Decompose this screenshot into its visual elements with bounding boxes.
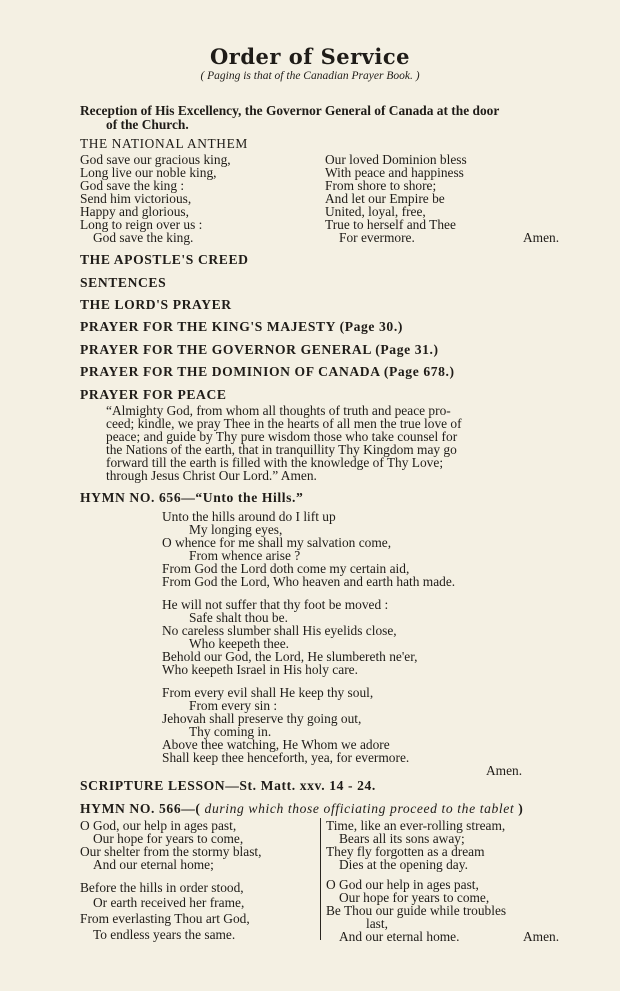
anthem-right-line: From shore to shore; xyxy=(325,178,437,193)
peace-prayer-line: the Nations of the earth, that in tranquillity Thy Kingdom may go xyxy=(106,442,457,457)
hymn656-line: Jehovah shall preserve thy going out, xyxy=(162,711,362,726)
anthem-left-line: God save our gracious king, xyxy=(80,152,231,167)
reception-line-1: Reception of His Excellency, the Governor General of Canada at the door xyxy=(80,103,500,118)
page-title: Order of Service xyxy=(209,44,411,69)
hymn566-right-line: O God our help in ages past, xyxy=(326,877,479,892)
hymn656-line: From God the Lord doth come my certain aid, xyxy=(162,561,410,576)
heading-prayer-governor: PRAYER FOR THE GOVERNOR GENERAL (Page 31.) xyxy=(80,342,439,357)
hymn566-heading-note: during which those officiating proceed to the tablet xyxy=(204,801,515,816)
hymn566-right-line: They fly forgotten as a dream xyxy=(326,844,485,859)
hymn566-left-line: From everlasting Thou art God, xyxy=(80,911,250,926)
hymn656-line: Shall keep thee henceforth, yea, for evermore. xyxy=(162,750,410,765)
heading-sentences: SENTENCES xyxy=(80,275,167,290)
heading-hymn-656: HYMN NO. 656—“Unto the Hills.” xyxy=(80,490,304,505)
hymn566-left-line: To endless years the same. xyxy=(93,927,236,942)
hymn656-line: Thy coming in. xyxy=(189,724,272,739)
hymn656-line: Behold our God, the Lord, He slumbereth ne'er, xyxy=(162,649,418,664)
page-subtitle: ( Paging is that of the Canadian Prayer Book. ) xyxy=(200,70,420,82)
hymn656-line: O whence for me shall my salvation come, xyxy=(162,535,392,550)
hymn566-right-line: last, xyxy=(366,916,388,931)
hymn656-line: Above thee watching, He Whom we adore xyxy=(162,737,390,752)
hymn656-line: From every evil shall He keep thy soul, xyxy=(162,685,374,700)
hymn566-left-line: Or earth received her frame, xyxy=(93,895,245,910)
anthem-heading: THE NATIONAL ANTHEM xyxy=(80,136,248,151)
reception-line-2: of the Church. xyxy=(106,117,189,132)
column-divider xyxy=(320,818,321,940)
peace-prayer-line: ceed; kindle, we pray Thee in the hearts of all men the true love of xyxy=(106,416,462,431)
anthem-left-line: God save the king. xyxy=(93,230,194,245)
anthem-amen: Amen. xyxy=(523,230,560,245)
hymn566-left-line: Before the hills in order stood, xyxy=(80,880,244,895)
anthem-right-line: Our loved Dominion bless xyxy=(325,152,467,167)
heading-hymn-566 xyxy=(80,801,523,817)
anthem-right-line: With peace and happiness xyxy=(325,165,464,180)
peace-prayer-line: through Jesus Christ Our Lord.” Amen. xyxy=(106,468,317,483)
hymn566-left-line: Our hope for years to come, xyxy=(93,831,244,846)
hymn566-right-line: Be Thou our guide while troubles xyxy=(326,903,507,918)
hymn566-right-line: Our hope for years to come, xyxy=(339,890,490,905)
anthem-right-line: True to herself and Thee xyxy=(325,217,456,232)
hymn656-line: He will not suffer that thy foot be moved : xyxy=(162,597,389,612)
anthem-right-line: For evermore. xyxy=(339,230,415,245)
hymn566-heading-close: ) xyxy=(518,801,524,816)
hymn566-right-line: Bears all its sons away; xyxy=(339,831,465,846)
peace-prayer-line: “Almighty God, from whom all thoughts of truth and peace pro- xyxy=(106,403,451,418)
hymn566-right-line: Dies at the opening day. xyxy=(339,857,468,872)
anthem-left-line: Send him victorious, xyxy=(80,191,192,206)
hymn566-left-line: And our eternal home; xyxy=(93,857,214,872)
heading-prayer-dominion: PRAYER FOR THE DOMINION OF CANADA (Page 678.) xyxy=(80,364,455,379)
hymn656-line: My longing eyes, xyxy=(189,522,283,537)
hymn656-line: From God the Lord, Who heaven and earth hath made. xyxy=(162,574,456,589)
hymn656-amen: Amen. xyxy=(486,763,523,778)
peace-prayer-line: forward till the earth is filled with the knowledge of Thy Love; xyxy=(106,455,444,470)
hymn656-line: From whence arise ? xyxy=(189,548,301,563)
anthem-right-line: And let our Empire be xyxy=(325,191,445,206)
hymn656-line: Who keepeth Israel in His holy care. xyxy=(162,662,358,677)
hymn656-line: Unto the hills around do I lift up xyxy=(162,509,336,524)
heading-apostles-creed: THE APOSTLE'S CREED xyxy=(80,252,249,267)
hymn656-line: Who keepeth thee. xyxy=(189,636,290,651)
heading-prayer-peace: PRAYER FOR PEACE xyxy=(80,387,227,402)
heading-scripture-lesson: SCRIPTURE LESSON—St. Matt. xxv. 14 - 24. xyxy=(80,778,376,793)
hymn566-left-line: Our shelter from the stormy blast, xyxy=(80,844,262,859)
anthem-left-line: Long live our noble king, xyxy=(80,165,217,180)
hymn566-left-line: O God, our help in ages past, xyxy=(80,818,237,833)
hymn566-right-line: Time, like an ever-rolling stream, xyxy=(326,818,506,833)
hymn656-line: No careless slumber shall His eyelids close, xyxy=(162,623,397,638)
hymn566-right-line: And our eternal home. xyxy=(339,929,460,944)
anthem-right-line: United, loyal, free, xyxy=(325,204,426,219)
peace-prayer-line: peace; and guide by Thy pure wisdom those who take counsel for xyxy=(106,429,458,444)
hymn566-heading-text: HYMN NO. 566—( xyxy=(80,801,201,816)
hymn656-line: Safe shalt thou be. xyxy=(189,610,288,625)
heading-lords-prayer: THE LORD'S PRAYER xyxy=(80,297,232,312)
heading-prayer-king: PRAYER FOR THE KING'S MAJESTY (Page 30.) xyxy=(80,319,403,334)
hymn656-line: From every sin : xyxy=(189,698,278,713)
anthem-left-line: Happy and glorious, xyxy=(80,204,189,219)
anthem-left-line: Long to reign over us : xyxy=(80,217,203,232)
anthem-left-line: God save the king : xyxy=(80,178,185,193)
hymn566-amen: Amen. xyxy=(523,929,560,944)
